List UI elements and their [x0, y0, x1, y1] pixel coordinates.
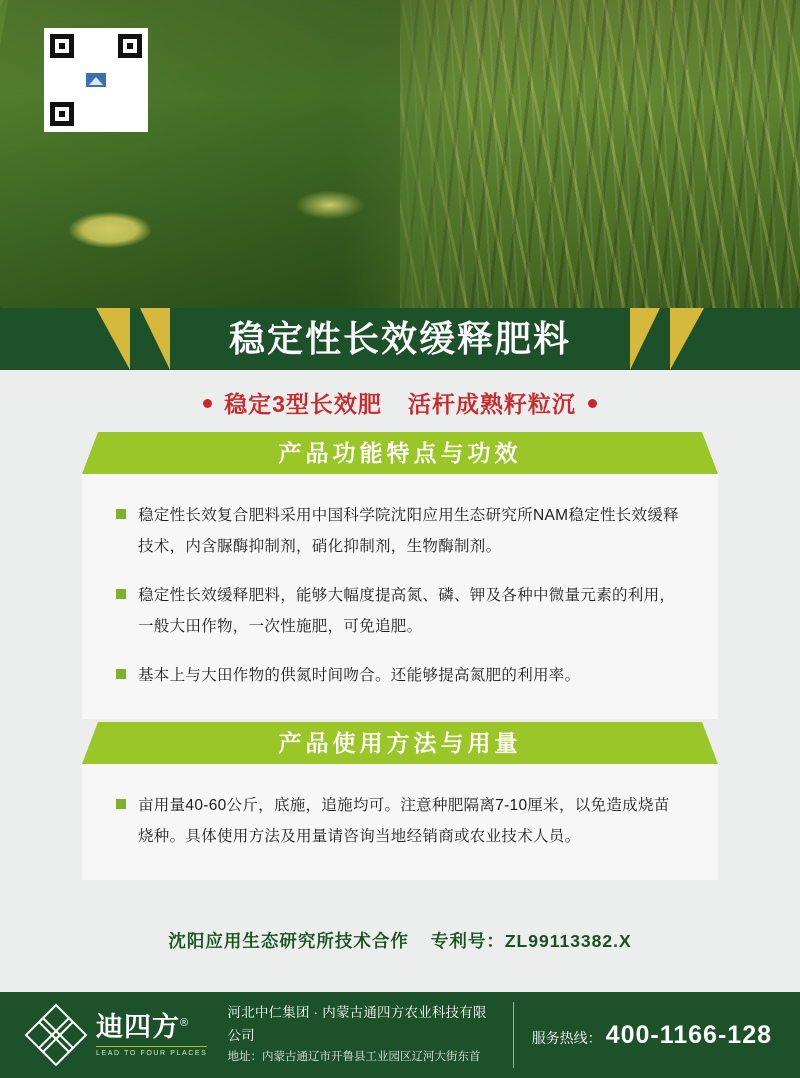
hotline-label: 服务热线： [531, 1029, 602, 1046]
list-item-text: 稳定性长效缓释肥料，能够大幅度提高氮、磷、钾及各种中微量元素的利用，一般大田作物，一次性施肥，可免追肥。 [138, 587, 676, 635]
patent-label: 专利号： [430, 931, 505, 951]
list-item-text: 亩用量40-60公斤，底施，追施均可。注意种肥隔离7-10厘米，以免造成烧苗烧种。具体使用方法及用量请咨询当地经销商或农业技术人员。 [138, 797, 670, 845]
list-item [116, 580, 684, 642]
list-item-text: 基本上与大田作物的供氮时间吻合。还能够提高氮肥的利用率。 [138, 667, 581, 684]
qr-finder-bottom-left-icon [50, 102, 74, 126]
hotline [514, 1021, 772, 1050]
company-name: 河北中仁集团 · 内蒙古通四方农业科技有限公司 [227, 1005, 487, 1044]
qr-code-pattern [48, 32, 144, 128]
slogan-bullet-left-icon [203, 399, 212, 408]
slogan-part-2: 活杆成熟籽粒沉 [407, 391, 576, 417]
company-info [227, 1002, 513, 1067]
company-address: 地址：内蒙古通辽市开鲁县工业园区辽河大街东首 [227, 1051, 481, 1064]
footer-bar [0, 992, 800, 1078]
registered-mark-icon: ® [180, 1017, 190, 1030]
qr-center-logo-icon [84, 71, 108, 89]
brand-logo-icon [28, 1007, 84, 1063]
list-item [116, 660, 684, 691]
patent-number: ZL99113382.X [504, 931, 632, 951]
brand-slogan-en: LEAD TO FOUR PLACES [96, 1049, 208, 1057]
square-bullet-icon [116, 589, 126, 599]
page-title: 稳定性长效缓释肥料 [228, 318, 571, 359]
slogan-part-1: 稳定3型长效肥 [224, 391, 382, 417]
qr-finder-top-right-icon [118, 34, 142, 58]
list-item-text: 稳定性长效复合肥料采用中国科学院沈阳应用生态研究所NAM稳定性长效缓释技术，内含脲酶抑制剂，硝化抑制剂，生物酶制剂。 [138, 507, 679, 555]
square-bullet-icon [116, 799, 126, 809]
brand-name-row [96, 1013, 189, 1043]
brand-name: 迪四方 [96, 1012, 180, 1043]
section-features-body [82, 474, 718, 719]
section-usage-heading: 产品使用方法与用量 [82, 722, 718, 764]
section-usage-body [82, 764, 718, 880]
title-band [0, 308, 800, 370]
brand-wordmark [96, 1013, 207, 1057]
qr-code[interactable] [44, 28, 148, 132]
brand-divider [96, 1046, 207, 1047]
hotline-number[interactable]: 400-1166-128 [605, 1020, 772, 1049]
square-bullet-icon [116, 669, 126, 679]
slogan-bullet-right-icon [588, 399, 597, 408]
institute-cooperation-text: 沈阳应用生态研究所技术合作 [168, 931, 409, 951]
list-item [116, 500, 684, 562]
section-usage [82, 722, 718, 880]
square-bullet-icon [116, 509, 126, 519]
section-features-heading: 产品功能特点与功效 [82, 432, 718, 474]
qr-finder-top-left-icon [50, 34, 74, 58]
patent-line [0, 928, 800, 953]
slogan [0, 386, 800, 419]
section-features [82, 432, 718, 719]
list-item [116, 790, 684, 852]
